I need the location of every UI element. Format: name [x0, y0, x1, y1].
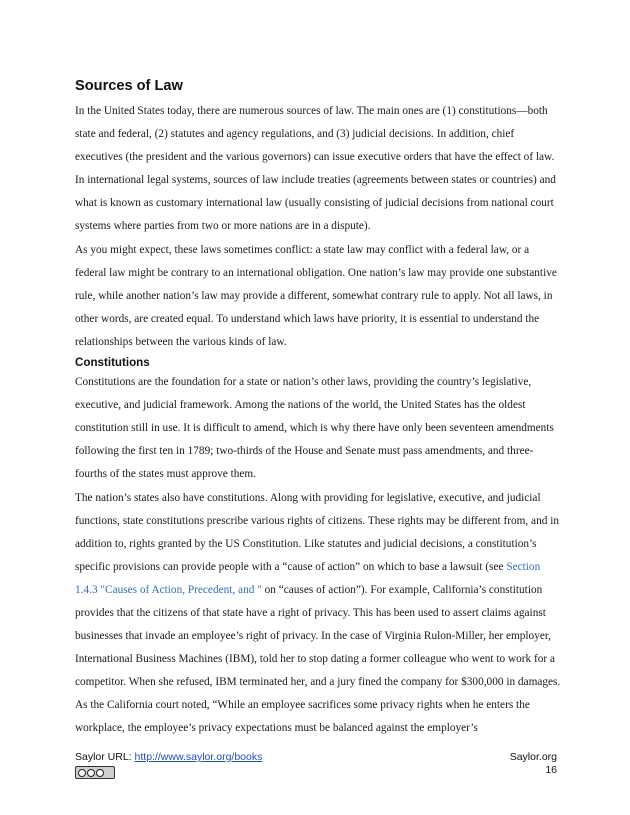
footer-site-name: Saylor.org	[509, 751, 557, 763]
footer-url	[75, 751, 262, 763]
subsection-heading: Constitutions	[75, 356, 150, 370]
section-heading: Sources of Law	[75, 78, 183, 94]
page-content	[75, 78, 563, 741]
paragraph-state-constitutions	[75, 487, 563, 741]
saylor-books-link[interactable]: http://www.saylor.org/books	[134, 751, 263, 763]
section-cross-reference-link[interactable]: Section 1.4.3 "Causes of Action, Precedent, and "	[75, 560, 541, 596]
page-number: 16	[545, 764, 557, 776]
paragraph-text-after-link: on “causes of action”). For example, California’s constitution provides that the citizens of that state have a right of privacy. This has been used to assert claims against businesses that invade an employee’s right of privacy. In the case of Virginia Rulon-Miller, her employer, International Business Machines (IBM), told her to stop dating a former colleague who went to work for a competitor. When she refused, IBM terminated her, and a jury fined the company for $300,000 in damages. As the California court noted, “While an employee sacrifices some privacy rights when he enters the workplace, the employee’s privacy expectations must be balanced against the employer’s	[75, 583, 561, 735]
footer-url-label: Saylor URL:	[75, 751, 132, 763]
footer-site-info	[510, 751, 557, 777]
paragraph-sources-intro: In the United States today, there are numerous sources of law. The main ones are (1) constitutions—both state and federal, (2) statutes and agency regulations, and (3) judicial decisions. In addition, chief executives (the president and the various governors) can issue executive orders that have the effect of law. In international legal systems, sources of law include treaties (agreements between states or countries) and what is known as customary international law (usually consisting of judicial decisions from national court systems where parties from two or more nations are in a dispute).	[75, 105, 556, 233]
paragraph-constitutions: Constitutions are the foundation for a state or nation’s other laws, providing the country’s legislative, executive, and judicial framework. Among the nations of the world, the United States has the oldest constitution still in use. It is difficult to amend, which is why there have only been seventeen amendments following the first ten in 1789; two-thirds of the House and Senate must pass amendments, and three-fourths of the states must approve them.	[75, 376, 554, 481]
paragraph-text-before-link: The nation’s states also have constitutions. Along with providing for legislative, executive, and judicial functions, state constitutions prescribe various rights of citizens. These rights may be different from, and in addition to, rights granted by the US Constitution. Like statutes and judicial decisions, a constitution’s specific provisions can provide people with a “cause of action” on which to base a lawsuit (see	[75, 491, 559, 573]
creative-commons-license-icon[interactable]	[75, 766, 115, 779]
paragraph-law-conflicts: As you might expect, these laws sometimes conflict: a state law may conflict with a federal law, or a federal law might be contrary to an international obligation. One nation’s law may provide one substantive rule, while another nation’s law may provide a different, somewhat contrary rule to apply. Not all laws, in other words, are created equal. To understand which laws have priority, it is essential to understand the relationships between the various kinds of law.	[75, 243, 557, 348]
